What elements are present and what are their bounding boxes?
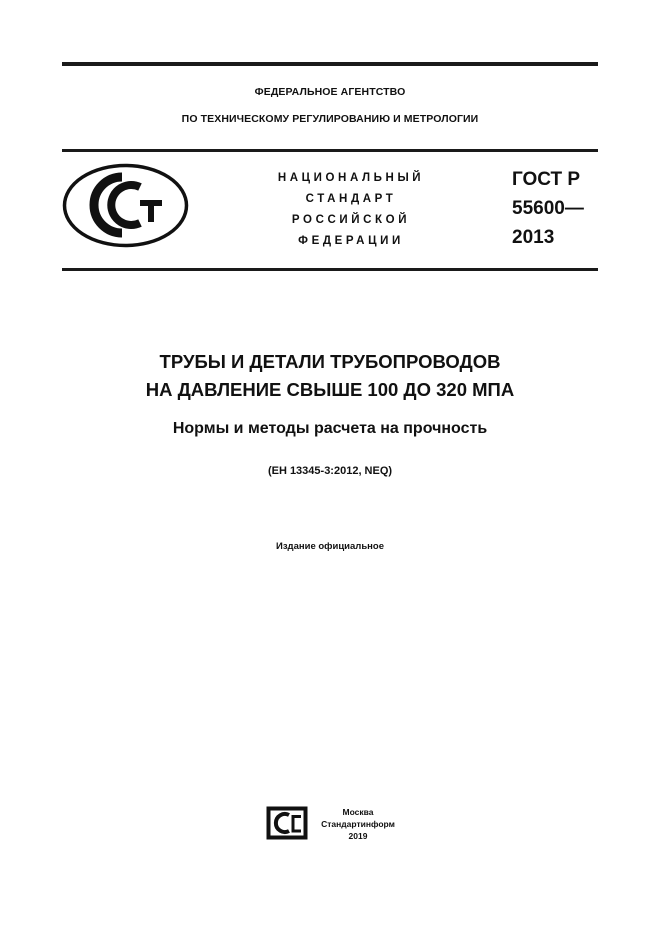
- standard-type-line-4: ФЕДЕРАЦИИ: [298, 235, 404, 247]
- standard-designation: [512, 165, 602, 252]
- header-rule: [62, 149, 598, 152]
- standard-type: [240, 168, 462, 252]
- standard-type-line-1: НАЦИОНАЛЬНЫЙ: [277, 172, 425, 184]
- document-title: [62, 348, 598, 404]
- publisher-name: Стандартинформ: [321, 819, 395, 829]
- publisher-year: 2019: [348, 831, 368, 841]
- designation-line-1: ГОСТ Р: [512, 169, 581, 190]
- standard-type-line-2: СТАНДАРТ: [305, 193, 397, 205]
- edition-label: Издание официальное: [276, 541, 384, 552]
- standard-type-line-3: РОССИЙСКОЙ: [291, 214, 411, 226]
- agency-line-2: ПО ТЕХНИЧЕСКОМУ РЕГУЛИРОВАНИЮ И МЕТРОЛОГИИ: [181, 113, 479, 125]
- equivalence-note: (ЕН 13345-3:2012, NEQ): [267, 465, 393, 477]
- designation-line-2: 55600—: [512, 198, 584, 219]
- rst-certification-mark-icon: [62, 163, 189, 248]
- agency-line-1: ФЕДЕРАЛЬНОЕ АГЕНТСТВО: [254, 86, 406, 98]
- publisher-city: Москва: [342, 807, 374, 817]
- masthead-rule: [62, 268, 598, 271]
- top-rule: [62, 62, 598, 66]
- document-subtitle: Нормы и методы расчета на прочность: [172, 420, 488, 437]
- title-line-2: НА ДАВЛЕНИЕ СВЫШЕ 100 ДО 320 МПА: [145, 379, 515, 400]
- publisher-block: [310, 806, 406, 842]
- standartinform-logo-icon: [263, 805, 309, 841]
- title-line-1: ТРУБЫ И ДЕТАЛИ ТРУБОПРОВОДОВ: [159, 351, 501, 372]
- designation-line-3: 2013: [512, 227, 555, 248]
